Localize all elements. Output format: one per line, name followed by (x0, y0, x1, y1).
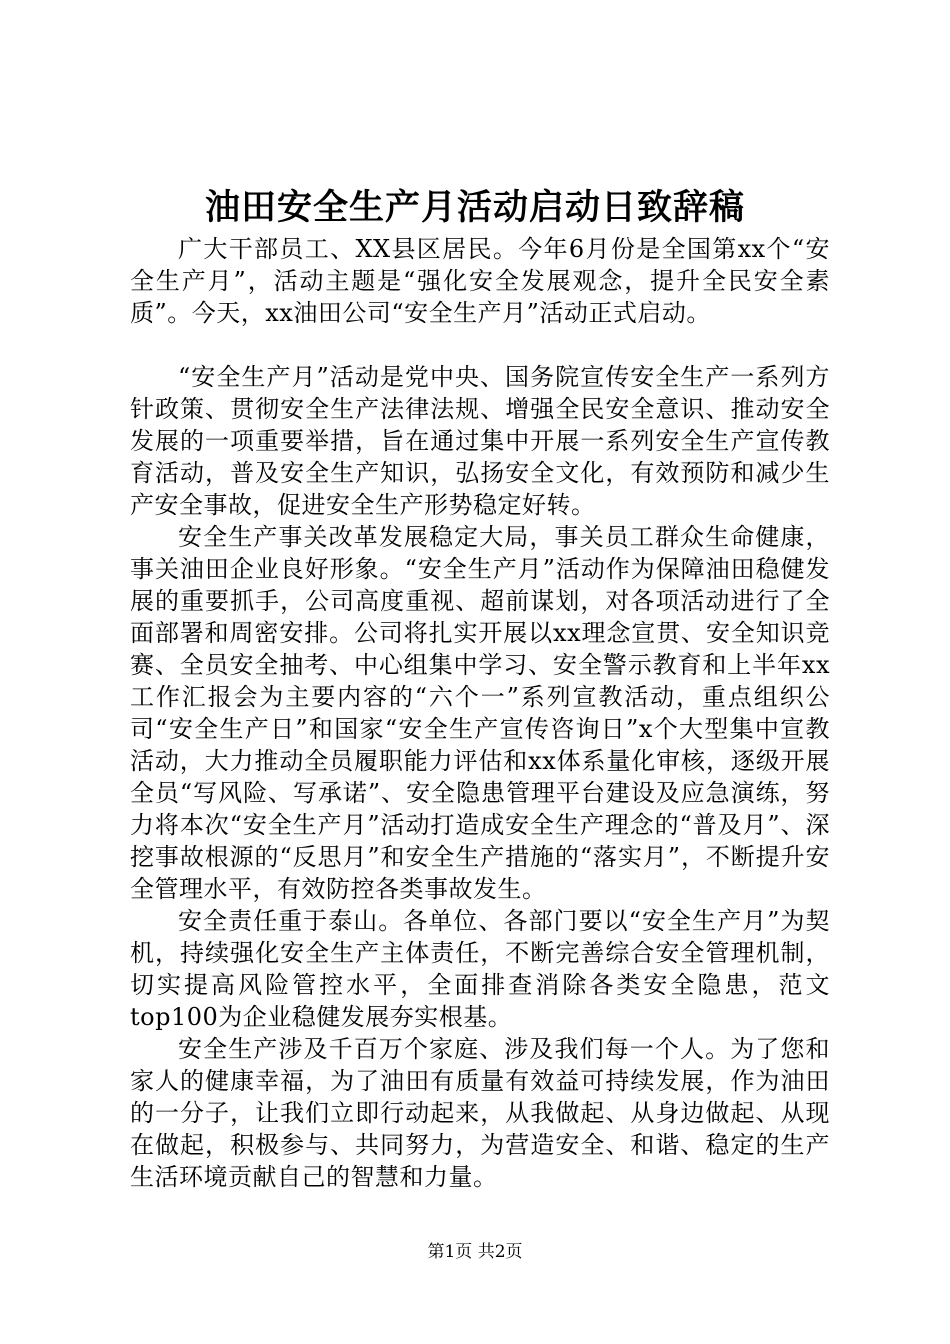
paragraph-call-to-action: 安全生产涉及千百万个家庭、涉及我们每一个人。为了您和家人的健康幸福，为了油田有质量有效益可持续发展，作为油田的一分子，让我们立即行动起来，从我做起、从身边做起、从现在做起，积极参与、共同努力，为营造安全、和谐、稳定的生产生活环境贡献自己的智慧和力量。 (130, 1035, 830, 1191)
document-body (130, 233, 830, 1193)
paragraph-responsibility: 安全责任重于泰山。各单位、各部门要以“安全生产月”为契机，持续强化安全生产主体责任，不断完善综合安全管理机制，切实提高风险管控水平，全面排查消除各类安全隐患，范文top100为企业稳健发展夯实根基。 (130, 907, 830, 1031)
paragraph-activity-purpose: “安全生产月”活动是党中央、国务院宣传安全生产一系列方针政策、贯彻安全生产法律法规、增强全民安全意识、推动安全发展的一项重要举措，旨在通过集中开展一系列安全生产宣传教育活动，普及安全生产知识，弘扬安全文化，有效预防和减少生产安全事故，促进安全生产形势稳定好转。 (130, 363, 830, 519)
paragraph-greeting: 广大干部员工、XX县区居民。今年6月份是全国第xx个“安全生产月”，活动主题是“强化安全发展观念，提升全民安全素质”。今天，xx油田公司“安全生产月”活动正式启动。 (130, 235, 830, 327)
document-title: 油田安全生产月活动启动日致辞稿 (204, 187, 745, 228)
page-number-footer: 第1页 共2页 (427, 1242, 523, 1262)
paragraph-company-plan: 安全生产事关改革发展稳定大局，事关员工群众生命健康，事关油田企业良好形象。“安全生产月”活动作为保障油田稳健发展的重要抓手，公司高度重视、超前谋划，对各项活动进行了全面部署和周密安排。公司将扎实开展以xx理念宣贯、安全知识竞赛、全员安全抽考、中心组集中学习、安全警示教育和上半年xx工作汇报会为主要内容的“六个一”系列宣教活动，重点组织公司“安全生产日”和国家“安全生产宣传咨询日”x个大型集中宣教活动，大力推动全员履职能力评估和xx体系量化审核，逐级开展全员“写风险、写承诺”、安全隐患管理平台建设及应急演练，努力将本次“安全生产月”活动打造成安全生产理念的“普及月”、深挖事故根源的“反思月”和安全生产措施的“落实月”，不断提升安全管理水平，有效防控各类事故发生。 (130, 523, 830, 903)
